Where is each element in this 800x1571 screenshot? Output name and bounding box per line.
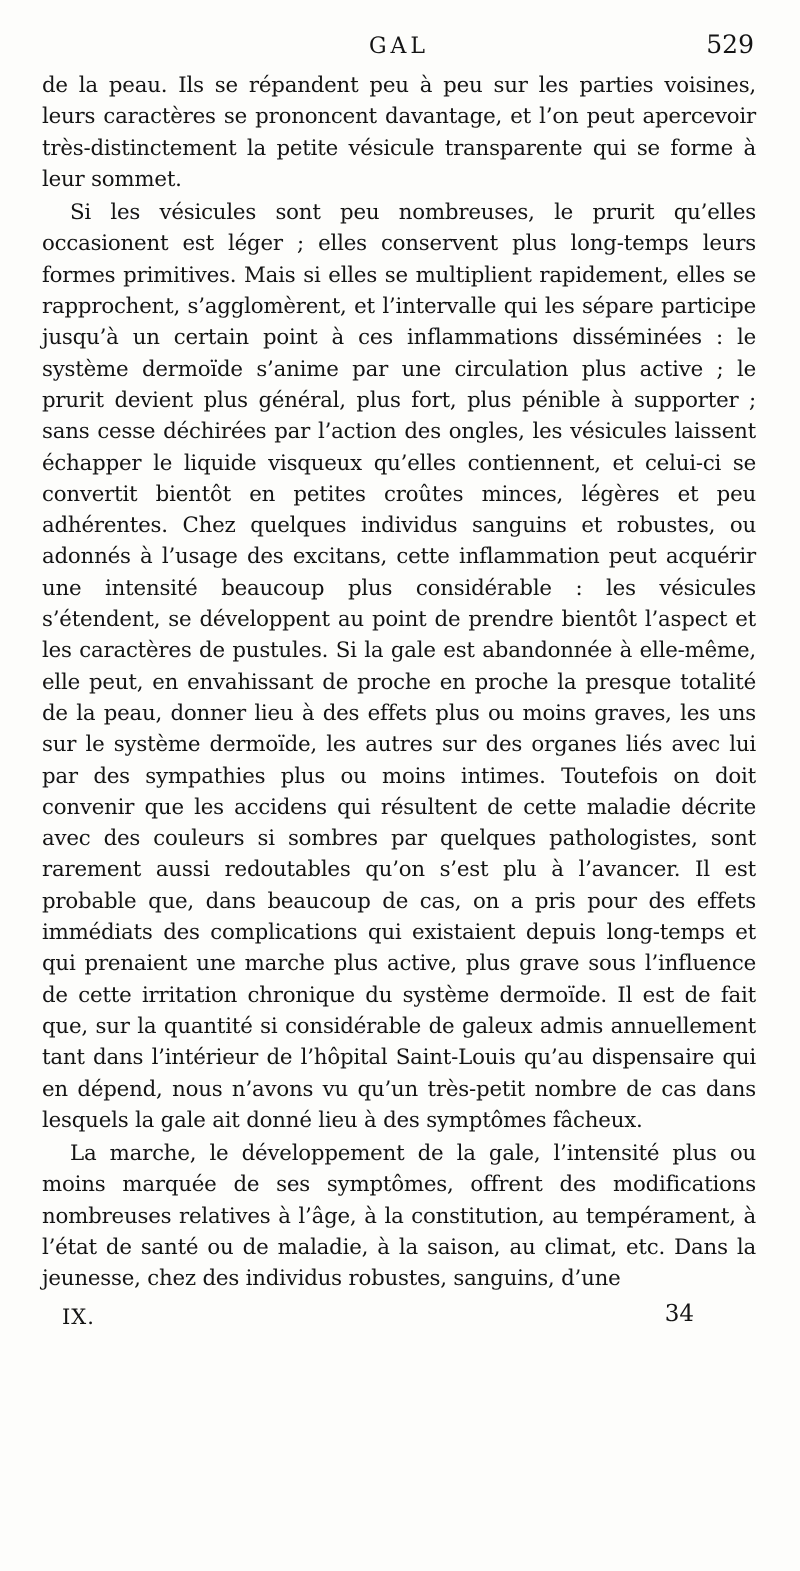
page-number: 529 xyxy=(706,30,754,59)
running-title: GAL xyxy=(368,34,430,59)
page-header xyxy=(42,30,756,70)
sheet-number: 34 xyxy=(664,1300,694,1327)
paragraph: Si les vésicules sont peu nombreuses, le prurit qu’elles occasionent est léger ; elles conservent plus long-temps leurs formes primitives. Mais si elles se multiplient rapidement, elles se rapprochent, s’agglomèrent, et l’intervalle qui les sépare participe jusqu’à un certain point à ces inflammations disséminées : le système dermoïde s’anime par une circulation plus active ; le prurit devient plus général, plus fort, plus pénible à supporter ; sans cesse déchirées par l’action des ongles, les vésicules laissent échapper le liquide visqueux qu’elles contiennent, et celui-ci se convertit bientôt en petites croûtes minces, légères et peu adhérentes. Chez quelques individus sanguins et robustes, ou adonnés à l’usage des excitans, cette inflammation peut acquérir une intensité beaucoup plus considérable : les vésicules s’étendent, se développent au point de prendre bientôt l’aspect et les caractères de pustules. Si la gale est abandonnée à elle-même, elle peut, en envahissant de proche en proche la presque totalité de la peau, donner lieu à des effets plus ou moins graves, les uns sur le système dermoïde, les autres sur des organes liés avec lui par des sympathies plus ou moins intimes. Toutefois on doit convenir que les accidens qui résultent de cette maladie décrite avec des couleurs si sombres par quelques pathologistes, sont rarement aussi redoutables qu’on s’est plu à l’avancer. Il est probable que, dans beaucoup de cas, on a pris pour des effets immédiats des complications qui existaient depuis long-temps et qui prenaient une marche plus active, plus grave sous l’influence de cette irritation chronique du système dermoïde. Il est de fait que, sur la quantité si considérable de galeux admis annuellement tant dans l’intérieur de l’hôpital Saint-Louis qu’au dispensaire qui en dépend, nous n’avons vu qu’un très-petit nombre de cas dans lesquels la gale ait donné lieu à des symptômes fâcheux. xyxy=(42,200,756,1133)
paragraph: La marche, le développement de la gale, l’intensité plus ou moins marquée de ses symptômes, offrent des modifications nombreuses relatives à l’âge, à la constitution, au tempérament, à l’état de santé ou de maladie, à la saison, au climat, etc. Dans la jeunesse, chez des individus robustes, sanguins, d’une xyxy=(42,1141,756,1292)
page-footer xyxy=(42,1300,756,1345)
book-page xyxy=(42,30,756,1345)
body-text xyxy=(42,70,756,1295)
paragraph-continued: de la peau. Ils se répandent peu à peu sur les parties voisines, leurs caractères se prononcent davantage, et l’on peut apercevoir très-distinctement la petite vésicule transparente qui se forme à leur sommet. xyxy=(42,73,756,192)
signature-mark: IX. xyxy=(62,1304,95,1329)
